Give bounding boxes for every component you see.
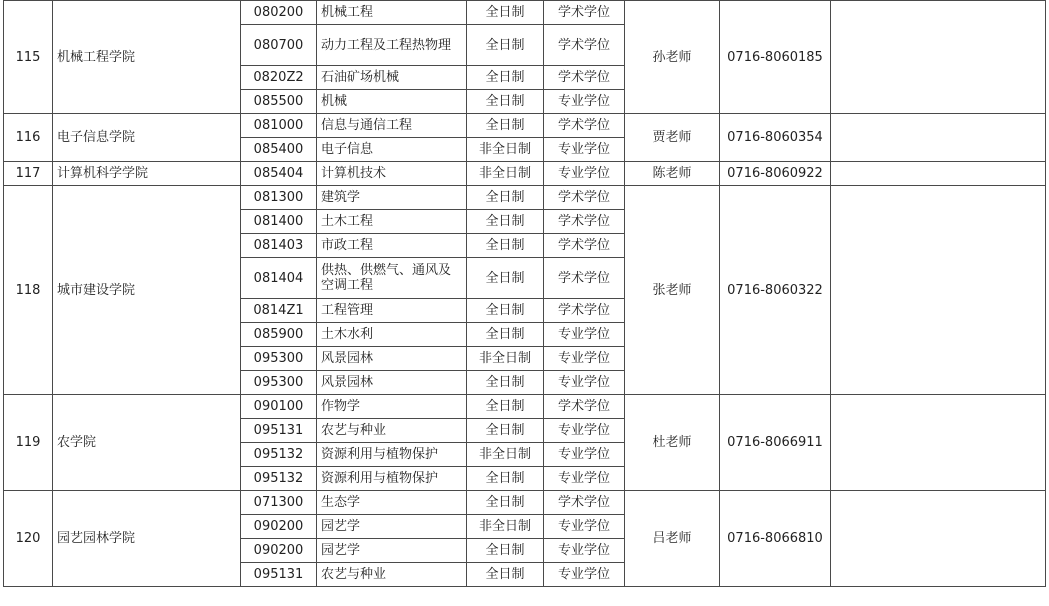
table-row: [4, 162, 1046, 186]
major-name: 园艺学: [317, 515, 467, 539]
contact-phone: 0716-8060354: [720, 114, 831, 162]
contact-phone: 0716-8066810: [720, 491, 831, 587]
degree-type: 学术学位: [544, 1, 625, 25]
contact-person: 贾老师: [625, 114, 720, 162]
program-code: 081300: [241, 186, 317, 210]
table-row: [4, 491, 1046, 515]
program-code: 081404: [241, 258, 317, 299]
study-mode: 全日制: [467, 186, 544, 210]
college-name: 城市建设学院: [53, 186, 241, 395]
degree-type: 学术学位: [544, 114, 625, 138]
program-code: 081403: [241, 234, 317, 258]
table-row: [4, 395, 1046, 419]
remarks-cell: [831, 162, 1046, 186]
study-mode: 全日制: [467, 114, 544, 138]
contact-phone: 0716-8066911: [720, 395, 831, 491]
program-code: 095131: [241, 563, 317, 587]
study-mode: 非全日制: [467, 162, 544, 186]
major-name: 动力工程及工程热物理: [317, 25, 467, 66]
program-code: 085404: [241, 162, 317, 186]
major-name: 农艺与种业: [317, 563, 467, 587]
degree-type: 学术学位: [544, 66, 625, 90]
college-number: 116: [4, 114, 53, 162]
degree-type: 学术学位: [544, 186, 625, 210]
college-number: 118: [4, 186, 53, 395]
program-table: [3, 0, 1046, 587]
college-number: 117: [4, 162, 53, 186]
study-mode: 非全日制: [467, 347, 544, 371]
program-code: 085900: [241, 323, 317, 347]
degree-type: 专业学位: [544, 371, 625, 395]
program-code: 090200: [241, 539, 317, 563]
study-mode: 全日制: [467, 299, 544, 323]
study-mode: 非全日制: [467, 443, 544, 467]
study-mode: 全日制: [467, 491, 544, 515]
study-mode: 全日制: [467, 234, 544, 258]
degree-type: 专业学位: [544, 90, 625, 114]
major-name: 工程管理: [317, 299, 467, 323]
major-name: 电子信息: [317, 138, 467, 162]
major-name: 风景园林: [317, 347, 467, 371]
contact-phone: 0716-8060922: [720, 162, 831, 186]
remarks-cell: [831, 491, 1046, 587]
degree-type: 学术学位: [544, 491, 625, 515]
program-code: 080700: [241, 25, 317, 66]
degree-type: 学术学位: [544, 210, 625, 234]
degree-type: 专业学位: [544, 515, 625, 539]
major-name: 土木水利: [317, 323, 467, 347]
study-mode: 全日制: [467, 66, 544, 90]
degree-type: 专业学位: [544, 162, 625, 186]
contact-person: 吕老师: [625, 491, 720, 587]
program-code: 095300: [241, 371, 317, 395]
program-code: 095131: [241, 419, 317, 443]
study-mode: 全日制: [467, 1, 544, 25]
major-name: 风景园林: [317, 371, 467, 395]
study-mode: 全日制: [467, 258, 544, 299]
program-code: 081000: [241, 114, 317, 138]
program-code: 071300: [241, 491, 317, 515]
program-table-body: [4, 1, 1046, 587]
major-name: 信息与通信工程: [317, 114, 467, 138]
major-name: 园艺学: [317, 539, 467, 563]
major-name: 作物学: [317, 395, 467, 419]
table-row: [4, 1, 1046, 25]
degree-type: 专业学位: [544, 443, 625, 467]
major-name: 市政工程: [317, 234, 467, 258]
study-mode: 全日制: [467, 563, 544, 587]
study-mode: 全日制: [467, 371, 544, 395]
program-code: 095300: [241, 347, 317, 371]
degree-type: 专业学位: [544, 138, 625, 162]
remarks-cell: [831, 114, 1046, 162]
degree-type: 学术学位: [544, 299, 625, 323]
study-mode: 全日制: [467, 210, 544, 234]
degree-type: 专业学位: [544, 467, 625, 491]
program-code: 095132: [241, 443, 317, 467]
study-mode: 全日制: [467, 419, 544, 443]
program-code: 095132: [241, 467, 317, 491]
major-name: 农艺与种业: [317, 419, 467, 443]
degree-type: 专业学位: [544, 539, 625, 563]
program-code: 085500: [241, 90, 317, 114]
contact-person: 张老师: [625, 186, 720, 395]
major-name: 石油矿场机械: [317, 66, 467, 90]
college-name: 农学院: [53, 395, 241, 491]
program-code: 081400: [241, 210, 317, 234]
program-code: 085400: [241, 138, 317, 162]
college-number: 119: [4, 395, 53, 491]
major-name: 机械工程: [317, 1, 467, 25]
table-row: [4, 114, 1046, 138]
program-code: 080200: [241, 1, 317, 25]
contact-person: 孙老师: [625, 1, 720, 114]
college-number: 115: [4, 1, 53, 114]
college-name: 机械工程学院: [53, 1, 241, 114]
major-name: 机械: [317, 90, 467, 114]
degree-type: 专业学位: [544, 323, 625, 347]
table-row: [4, 186, 1046, 210]
major-name: 供热、供燃气、通风及空调工程: [317, 258, 467, 299]
program-code: 090100: [241, 395, 317, 419]
degree-type: 学术学位: [544, 25, 625, 66]
remarks-cell: [831, 186, 1046, 395]
program-code: 0814Z1: [241, 299, 317, 323]
contact-phone: 0716-8060185: [720, 1, 831, 114]
college-number: 120: [4, 491, 53, 587]
degree-type: 学术学位: [544, 258, 625, 299]
program-code: 090200: [241, 515, 317, 539]
major-name: 计算机技术: [317, 162, 467, 186]
college-name: 园艺园林学院: [53, 491, 241, 587]
major-name: 生态学: [317, 491, 467, 515]
study-mode: 全日制: [467, 395, 544, 419]
degree-type: 专业学位: [544, 419, 625, 443]
major-name: 建筑学: [317, 186, 467, 210]
major-name: 资源利用与植物保护: [317, 443, 467, 467]
study-mode: 全日制: [467, 25, 544, 66]
major-name: 土木工程: [317, 210, 467, 234]
study-mode: 全日制: [467, 90, 544, 114]
study-mode: 全日制: [467, 467, 544, 491]
college-name: 电子信息学院: [53, 114, 241, 162]
study-mode: 非全日制: [467, 515, 544, 539]
remarks-cell: [831, 1, 1046, 114]
degree-type: 学术学位: [544, 234, 625, 258]
college-name: 计算机科学学院: [53, 162, 241, 186]
study-mode: 全日制: [467, 323, 544, 347]
degree-type: 专业学位: [544, 563, 625, 587]
study-mode: 全日制: [467, 539, 544, 563]
contact-person: 杜老师: [625, 395, 720, 491]
contact-person: 陈老师: [625, 162, 720, 186]
degree-type: 学术学位: [544, 395, 625, 419]
degree-type: 专业学位: [544, 347, 625, 371]
program-code: 0820Z2: [241, 66, 317, 90]
study-mode: 非全日制: [467, 138, 544, 162]
major-name: 资源利用与植物保护: [317, 467, 467, 491]
contact-phone: 0716-8060322: [720, 186, 831, 395]
remarks-cell: [831, 395, 1046, 491]
